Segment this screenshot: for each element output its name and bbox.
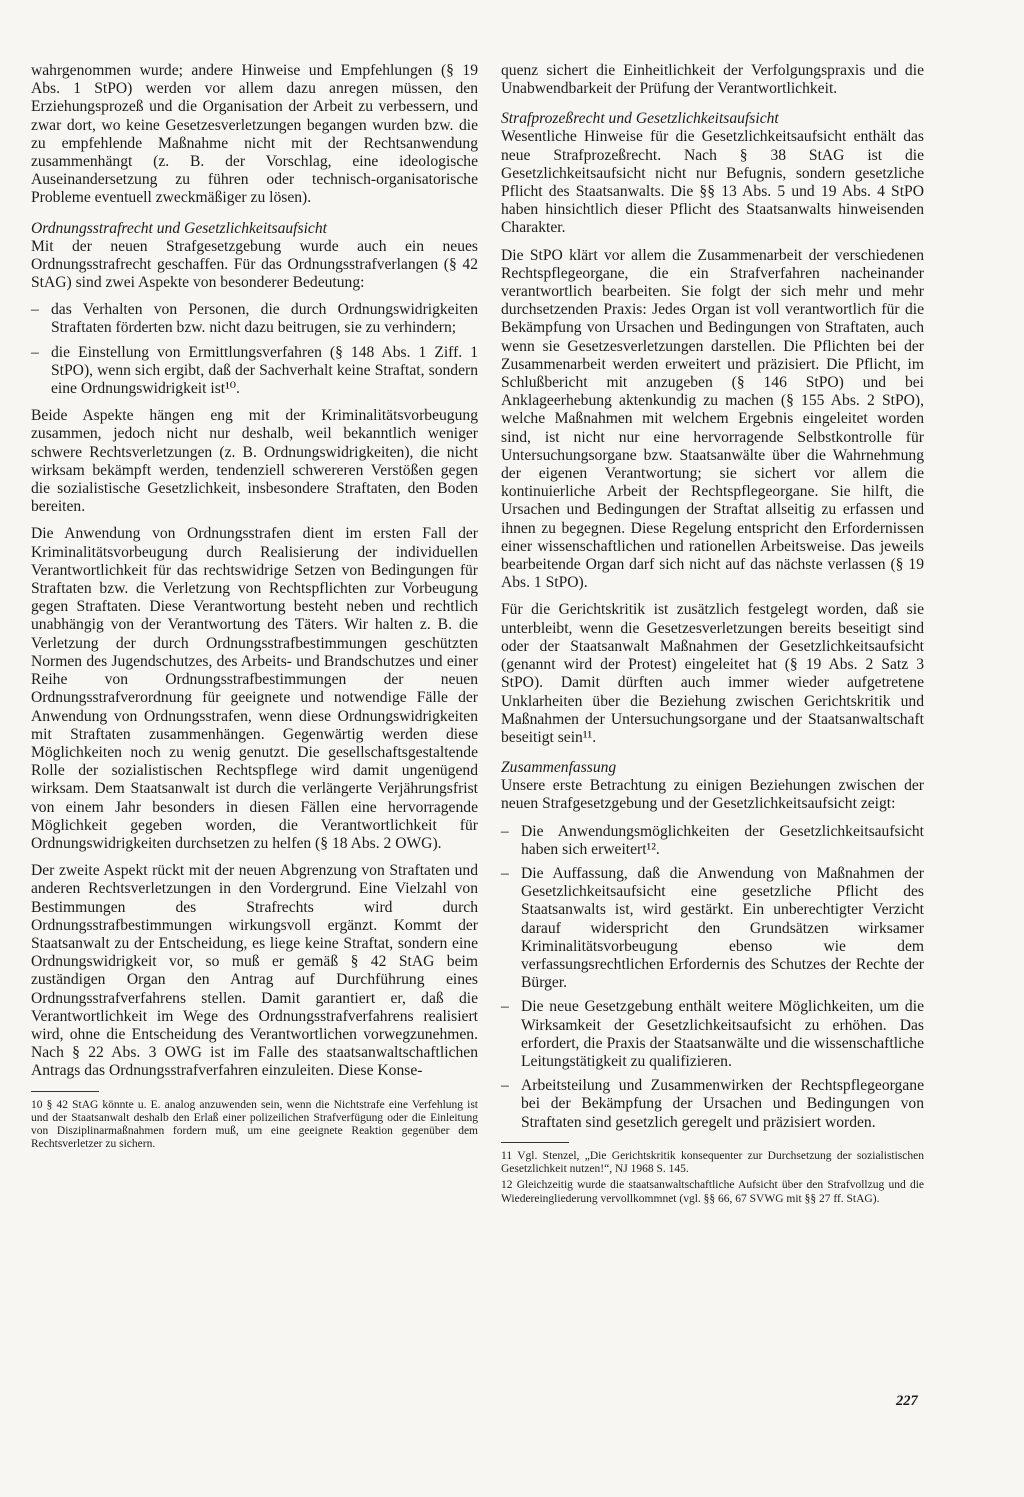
dash-list (31, 301, 478, 398)
left-column (31, 62, 478, 1155)
dash-list (501, 823, 924, 1132)
list-item: – Die Anwendungsmöglichkeiten der Gesetzlichkeitsaufsicht haben sich erweitert¹². (501, 823, 924, 859)
paragraph: wahrgenommen wurde; andere Hinweise und Empfehlungen (§ 19 Abs. 1 StPO) werden vor allem dazu anregen müssen, den Erziehungsprozeß und die Organisation der Arbeit zu verbessern, und zwar dort, wo keine Gesetzesverletzungen begangen wurden bzw. die zu empfehlende Maßnahme nicht mit der Rechtsanwendung zusammenhängt (z. B. der Vorschlag, eine ideologische Auseinandersetzung zu führen oder technisch-organisatorische Probleme eventuell zweckmäßiger zu lösen). (31, 62, 478, 207)
list-item: – das Verhalten von Personen, die durch Ordnungswidrigkeiten Straftaten förderten bzw. nicht dazu beitrugen, sie zu verhindern; (31, 301, 478, 337)
right-column (501, 62, 924, 1209)
paragraph: Beide Aspekte hängen eng mit der Kriminalitätsvorbeugung zusammen, jedoch nicht nur deshalb, weil bekanntlich weniger schwere Rechtsverletzungen (z. B. Ordnungswidrigkeiten), die nicht wirksam bekämpft werden, tendenziell schwereren Verstößen gegen die sozialistische Gesetzlichkeit, insbesondere Straftaten, den Boden bereiten. (31, 407, 478, 516)
list-item: – Die neue Gesetzgebung enthält weitere Möglichkeiten, um die Wirksamkeit der Gesetzlichkeitsaufsicht zu erhöhen. Das erfordert, die Praxis der Staatsanwälte und die wissenschaftliche Leitungstätigkeit zu qualifizieren. (501, 998, 924, 1071)
footnotes (501, 1142, 924, 1206)
paragraph: quenz sichert die Einheitlichkeit der Verfolgungspraxis und die Unabwendbarkeit der Prüfung der Verantwortlichkeit. (501, 62, 924, 98)
paragraph: Die StPO klärt vor allem die Zusammenarbeit der verschiedenen Rechtspflegeorgane, die ein Strafverfahren nacheinander verantwortlich bearbeiten. Sie folgt der sich mehr und mehr durchsetzenden Praxis: Jedes Organ ist voll verantwortlich für die Bekämpfung von Ursachen und Bedingungen von Straftaten, auch wenn sie Gesetzesverletzungen darstellen. Die Pflichten bei der Zusammenarbeit werden erweitert und präzisiert. Die Pflicht, im Schlußbericht mit anzugeben (§ 146 StPO) und bei Anklageerhebung aktenkundig zu machen (§ 155 Abs. 2 StPO), welche Maßnahmen mit welchem Ergebnis eingeleitet worden sind, ist nicht nur eine hervorragende Selbstkontrolle für Untersuchungsorgane bzw. Staatsanwälte über die Wahrnehmung der eigenen Verantwortung; sie sichert vor allem die kontinuierliche Arbeit der Rechtspflegeorgane. Sie hilft, die Ursachen und Bedingungen der Straftat allseitig zu erfassen und ihnen zu begegnen. Diese Regelung entspricht den Erfordernissen einer wissenschaftlichen und rationellen Arbeitsweise. Das jeweils bearbeitende Organ darf sich nicht auf das nächste verlassen (§ 19 Abs. 1 StPO). (501, 246, 924, 592)
paragraph: Wesentliche Hinweise für die Gesetzlichkeitsaufsicht enthält das neue Strafprozeßrecht. Nach § 38 StAG ist die Gesetzlichkeitsaufsicht nicht nur Befugnis, sondern gesetzliche Pflicht des Staatsanwalts. Die §§ 13 Abs. 5 und 19 Abs. 4 StPO haben hinsichtlich dieser Pflicht des Staatsanwalts hinweisenden Charakter. (501, 128, 924, 237)
footnote: 12 Gleichzeitig wurde die staatsanwaltschaftliche Aufsicht über den Strafvollzug und die Wiedereingliederung vervollkommnet (vgl. §§ 66, 67 SVWG mit §§ 27 ff. StAG). (501, 1179, 924, 1205)
paragraph: Der zweite Aspekt rückt mit der neuen Abgrenzung von Straftaten und anderen Rechtsverletzungen in den Vordergrund. Eine Vielzahl von Bestimmungen des Strafrechts wird durch Ordnungsstrafbestimmungen wirkungsvoll ergänzt. Kommt der Staatsanwalt zu der Entscheidung, es liege keine Straftat, sondern eine Ordnungswidrigkeit vor, so muß er gemäß § 42 StAG beim zuständigen Organ den Antrag auf Durchführung eines Ordnungsstrafverfahrens stellen. Damit garantiert er, daß die Verantwortlichkeit im Wege des Ordnungsstrafverfahrens realisiert wird, ohne die Entscheidung des Verantwortlichen vorwegzunehmen. Nach § 22 Abs. 3 OWG ist im Falle des staatsanwaltschaftlichen Antrags das Ordnungsstrafverfahren einzuleiten. Diese Konse- (31, 862, 478, 1080)
section-heading: Strafprozeßrecht und Gesetzlichkeitsaufsicht (501, 110, 779, 128)
list-item: – Arbeitsteilung und Zusammenwirken der Rechtspflegeorgane bei der Bekämpfung der Ursachen und Bedingungen von Straftaten sind gesetzlich geregelt und präzisiert worden. (501, 1077, 924, 1132)
page-number: 227 (896, 1393, 918, 1409)
footnote-rule (31, 1091, 99, 1092)
footnote-rule (501, 1142, 569, 1143)
paragraph: Für die Gerichtskritik ist zusätzlich festgelegt worden, daß sie unterbleibt, wenn die Gesetzesverletzungen bereits beseitigt sind oder der Staatsanwalt Maßnahmen der Gesetzlichkeitsaufsicht (genannt wird der Protest) eingeleitet hat (§ 19 Abs. 2 Satz 3 StPO). Damit dürften auch immer wieder aufgetretene Unklarheiten über die Beziehung zwischen Gerichtskritik und Maßnahmen der Untersuchungsorgane und der Staatsanwaltschaft beseitigt sein¹¹. (501, 601, 924, 746)
paragraph: Die Anwendung von Ordnungsstrafen dient im ersten Fall der Kriminalitätsvorbeugung durch Realisierung der individuellen Verantwortlichkeit für das rechtswidrige Setzen von Bedingungen für Straftaten bzw. die Verletzung von Rechtspflichten zur Vorbeugung gegen Straftaten. Diese Verantwortung besteht neben und rechtlich unabhängig von der Verantwortung des Täters. Wir halten z. B. die Verletzung der durch Ordnungsstrafbestimmungen geschützten Normen des Jugendschutzes, des Arbeits- und Brandschutzes und einer Reihe von Ordnungsstrafbestimmungen der neuen Ordnungsstrafverordnung für geeignete und notwendige Fälle der Anwendung von Ordnungsstrafen, wenn diese Ordnungswidrigkeiten mit Straftaten zusammenhängen. Gegenwärtig werden diese Möglichkeiten noch zu wenig genutzt. Die gesellschaftsgestaltende Rolle der sozialistischen Rechtspflege wird damit ungenügend wirksam. Dem Staatsanwalt ist durch die verlängerte Verjährungsfrist von einem Jahr besonders in diesen Fällen eine hervorragende Möglichkeit gegeben worden, die Verantwortlichkeit für Ordnungswidrigkeiten durchsetzen zu helfen (§ 18 Abs. 2 OWG). (31, 525, 478, 852)
paragraph: Mit der neuen Strafgesetzgebung wurde auch ein neues Ordnungsstrafrecht geschaffen. Für das Ordnungsstrafverlangen (§ 42 StAG) sind zwei Aspekte von besonderer Bedeutung: (31, 237, 478, 292)
list-item: – die Einstellung von Ermittlungsverfahren (§ 148 Abs. 1 Ziff. 1 StPO), wenn sich ergibt, daß der Sachverhalt keine Straftat, sondern eine Ordnungswidrigkeit ist¹⁰. (31, 344, 478, 399)
paragraph: Unsere erste Betrachtung zu einigen Beziehungen zwischen der neuen Strafgesetzgebung und der Gesetzlichkeitsaufsicht zeigt: (501, 777, 924, 813)
list-item: – Die Auffassung, daß die Anwendung von Maßnahmen der Gesetzlichkeitsaufsicht eine gesetzliche Pflicht des Staatsanwalts ist, wird gestärkt. Ein unberechtigter Verzicht darauf widerspricht den Grundsätzen wirksamer Kriminalitätsvorbeugung ebenso wie dem verfassungsrechtlichen Erfordernis des Schutzes der Rechte der Bürger. (501, 865, 924, 992)
footnote: 10 § 42 StAG könnte u. E. analog anzuwenden sein, wenn die Nichtstrafe eine Verfehlung ist und der Staatsanwalt deshalb den Erlaß einer polizeilichen Strafverfügung oder die Einleitung von Disziplinarmaßnahmen fordern muß, um eine geeignete Reaktion gegenüber dem Rechtsverletzer zu sichern. (31, 1098, 478, 1151)
section-heading: Ordnungsstrafrecht und Gesetzlichkeitsaufsicht (31, 219, 327, 237)
footnote: 11 Vgl. Stenzel, „Die Gerichtskritik konsequenter zur Durchsetzung der sozialistischen Gesetzlichkeit nutzen!“, NJ 1968 S. 145. (501, 1149, 924, 1176)
section-heading: Zusammenfassung (501, 759, 617, 777)
footnotes (31, 1091, 478, 1152)
